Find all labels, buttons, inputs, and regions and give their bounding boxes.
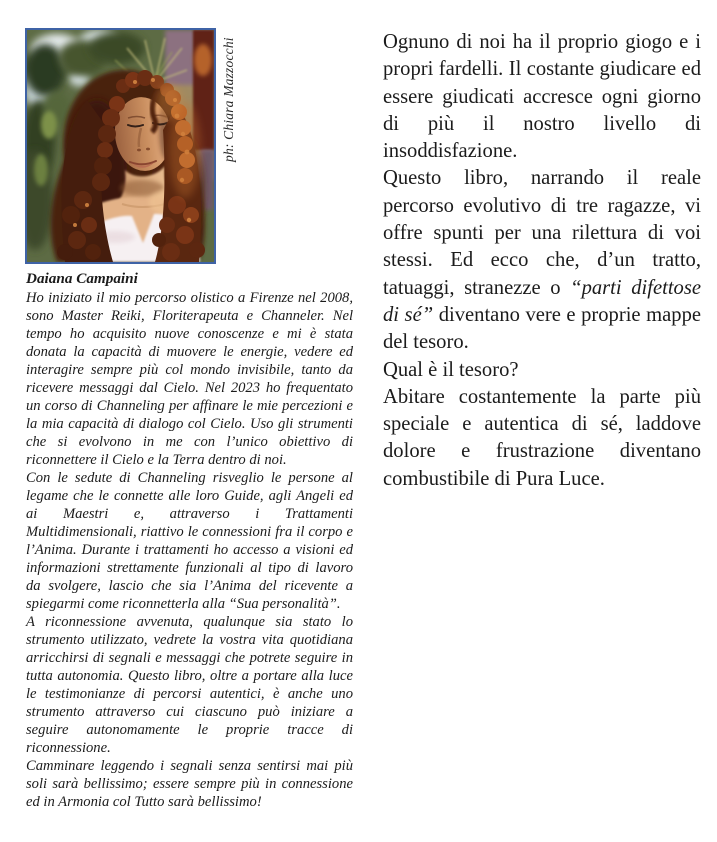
portrait-photo-illustration	[27, 30, 214, 262]
bio-paragraph-1: Ho iniziato il mio percorso olistico a Firenze nel 2008, sono Master Reiki, Floriterapeuta e Channeler. Nel tempo ho acquisito nuove conoscenze e mi è stata donata la capacità di muovere le energie, vedere ed interagire sempre più col mondo invisibile, tanto da ricevere messaggi dal Cielo. Nel 2023 ho frequentato un corso di Channeling per affinare le mie percezioni e la mia capacità di dialogo col Cielo. Uso gli strumenti che si evolvono in me con l’unico obiettivo di riconnettere il Cielo e la Terra dentro di noi.	[26, 290, 353, 468]
photo-credit: ph: Chiara Mazzocchi	[221, 37, 236, 162]
author-photo	[25, 28, 216, 264]
author-bio-column	[26, 270, 353, 811]
author-name-heading: Daiana Campaini	[26, 270, 138, 287]
bio-paragraph-2: Con le sedute di Channeling risveglio le persone al legame che le connette alle loro Guide, agli Angeli ed ai Maestri e, attraverso i Trattamenti Multidimensionali, riattivo le connessioni fra il corpo e l’Anima. Durante i trattamenti ho accesso a visioni ed informazioni strettamente funzionali al tipo di lavoro da svolgere, lascio che sia l’Anima del ricevente a spiegarmi come riconnetterla alla “Sua personalità”.	[26, 470, 353, 612]
blurb-paragraph-1: Ognuno di noi ha il proprio giogo e i propri fardelli. Il costante giudicare ed essere giudicati accresce ogni giorno di più il nostro livello di insoddisfazione.	[383, 31, 701, 163]
bio-paragraph-3: A riconnessione avvenuta, qualunque sia stato lo strumento utilizzato, vedrete la vostra vita quotidiana arricchirsi di segnali e messaggi che potrete seguire in tutta autonomia. Questo libro, oltre a portare alla luce le testimonianze di percorsi autentici, è anche uno strumento attraverso cui ciascuno può iniziare a seguire autonomamente le proprie tracce di riconnessione.	[26, 614, 353, 756]
bio-paragraph-4: Camminare leggendo i segnali senza sentirsi mai più soli sarà bellissimo; essere sempre più in connessione ed in Armonia col Tutto sarà bellissimo!	[26, 758, 353, 810]
blurb-paragraph-2-after: diventano vere e proprie mappe del tesoro.	[383, 303, 702, 354]
blurb-paragraph-4: Abitare costantemente la parte più speciale e autentica di sé, laddove dolore e frustrazione diventano combustibile di Pura Luce.	[383, 385, 701, 490]
blurb-question: Qual è il tesoro?	[383, 358, 519, 381]
book-blurb-column	[383, 29, 701, 493]
blurb-quoted-phrase: “parti difettose di sé”	[383, 276, 701, 326]
blurb-paragraph-2	[383, 165, 701, 356]
blurb-paragraph-2-before: Questo libro, narrando il reale percorso evolutivo di tre ragazze, vi offre spunti per una rilettura di voi stessi. Ed ecco che, d’un tratto, tatuaggi, stranezze o	[383, 167, 701, 299]
